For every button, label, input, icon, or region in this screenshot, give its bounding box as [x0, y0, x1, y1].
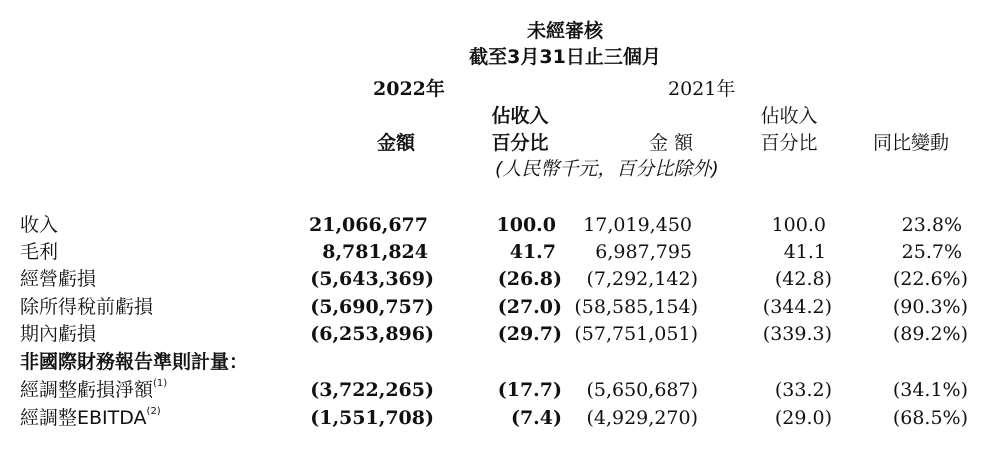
cell-pct-2022: 100.0: [496, 214, 556, 236]
cell-pct-2021: (33.2): [774, 379, 832, 401]
col-pct-2022-line1: 佔收入: [491, 105, 549, 127]
unit-note: (人民幣千元，百分比除外): [495, 158, 719, 180]
header-unaudited: 未經審核: [526, 20, 604, 42]
cell-pct-2022: (26.8): [497, 268, 562, 290]
cell-pct-2022: (29.7): [497, 323, 562, 345]
cell-amount-2021: 6,987,795: [595, 241, 692, 263]
cell-yoy: 25.7%: [901, 241, 962, 263]
cell-amount-2022: (3,722,265): [310, 379, 434, 401]
cell-pct-2021: (42.8): [774, 268, 832, 290]
cell-pct-2021: (344.2): [762, 296, 832, 318]
cell-pct-2021: 100.0: [771, 214, 826, 236]
row-label-adjusted-ebitda: 經調整EBITDA$^{(2)}$: [20, 406, 161, 429]
col-yoy: 同比變動: [873, 132, 950, 154]
cell-yoy: (89.2%): [892, 323, 968, 345]
cell-pct-2021: (339.3): [762, 323, 832, 345]
non-ifrs-heading: 非國際財務報告準則計量：: [20, 351, 249, 373]
cell-yoy: (68.5%): [892, 407, 968, 429]
row-label-gross-profit: 毛利: [20, 241, 59, 263]
col-pct-2021-line1: 佔收入: [760, 105, 818, 127]
row-label-loss-before-tax: 除所得稅前虧損: [20, 296, 154, 318]
footnote-marker: (1): [153, 378, 168, 389]
cell-amount-2022: 21,066,677: [309, 214, 428, 236]
cell-amount-2021: (58,585,154): [574, 296, 698, 318]
row-label-loss-for-period: 期內虧損: [20, 323, 97, 345]
header-period: 截至3月31日止三個月: [469, 46, 661, 68]
cell-pct-2022: 41.7: [509, 241, 556, 263]
cell-yoy: 23.8%: [901, 214, 962, 236]
cell-pct-2021: (29.0): [774, 407, 832, 429]
cell-amount-2021: (7,292,142): [586, 268, 698, 290]
cell-pct-2021: 41.1: [783, 241, 826, 263]
cell-amount-2022: (5,643,369): [310, 268, 434, 290]
cell-amount-2022: (5,690,757): [310, 296, 434, 318]
cell-amount-2021: 17,019,450: [583, 214, 692, 236]
year-2021: 2021年: [668, 78, 736, 100]
year-2022: 2022年: [373, 78, 445, 100]
cell-pct-2022: (7.4): [510, 407, 562, 429]
cell-pct-2022: (17.7): [497, 379, 562, 401]
cell-pct-2022: (27.0): [497, 296, 562, 318]
cell-amount-2021: (57,751,051): [574, 323, 698, 345]
row-label-revenue: 收入: [20, 214, 59, 236]
row-label-adjusted-net-loss: 經調整虧損淨額$^{(1)}$: [20, 378, 168, 401]
cell-amount-2021: (4,929,270): [586, 407, 698, 429]
cell-yoy: (90.3%): [892, 296, 968, 318]
cell-amount-2021: (5,650,687): [586, 379, 698, 401]
cell-amount-2022: (6,253,896): [310, 323, 434, 345]
col-pct-2022-line2: 百分比: [491, 132, 549, 154]
footnote-marker: (2): [146, 406, 161, 417]
cell-yoy: (34.1%): [892, 379, 968, 401]
col-amount-2022: 金額: [377, 132, 416, 154]
cell-amount-2022: 8,781,824: [322, 241, 428, 263]
cell-amount-2022: (1,551,708): [310, 407, 434, 429]
col-pct-2021-line2: 百分比: [760, 132, 818, 154]
row-label-operating-loss: 經營虧損: [20, 268, 97, 290]
col-amount-2021: 金 額: [649, 132, 694, 154]
cell-yoy: (22.6%): [892, 268, 968, 290]
